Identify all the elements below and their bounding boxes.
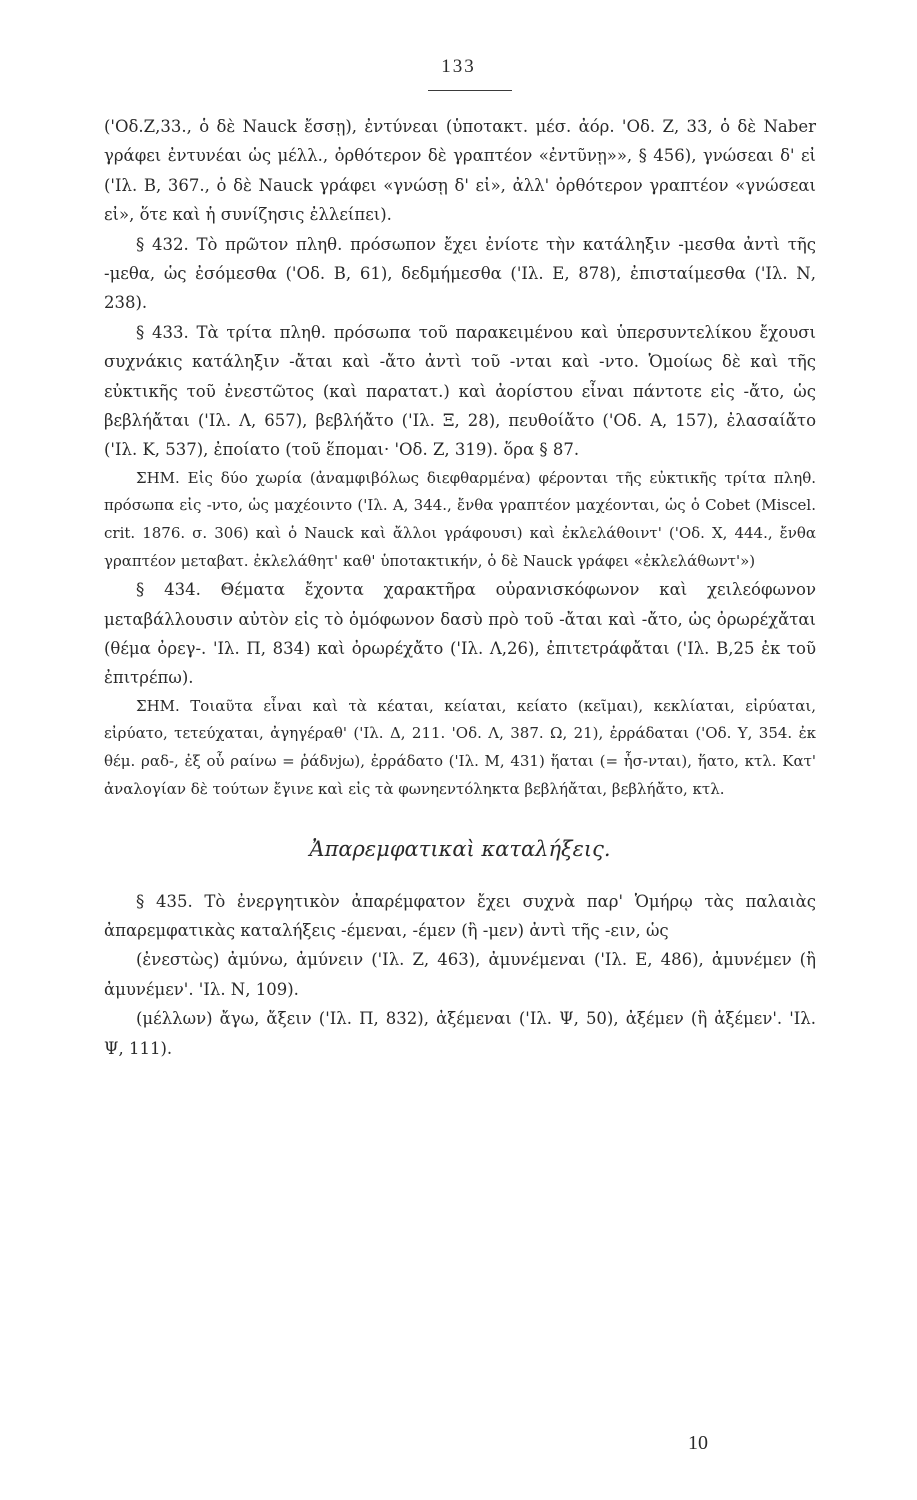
example-future: (μέλλων) ἄγω, ἄξειν ('Ιλ. Π, 832), ἀξέμεναι ('Ιλ. Ψ, 50), ἀξέμεν (ἢ ἀξέμεν'. 'Ιλ. Ψ, 111). (104, 1009, 816, 1058)
note-433: ΣΗΜ. Εἰς δύο χωρία (ἀναμφιβόλως διεφθαρμένα) φέρονται τῆς εὐκτικῆς τρίτα πληθ. πρόσωπα εἰς -ντο, ὡς μαχέοιντο ('Ιλ. Α, 344., ἔνθα γραπτέον μαχέονται, ὡς ὁ Cobet (Miscel. crit. 1876. σ. 306) καὶ ὁ Nauck καὶ ἄλλοι γράφουσι) καὶ ἐκλελάθοιντ' ('Οδ. Χ, 444., ἔνθα γραπτέον μεταβατ. ἐκλελάθητ' καθ' ὑποτακτικήν, ὁ δὲ Nauck γράφει «ἐκλελάθωντ'») (104, 468, 816, 570)
paragraph-434: § 434. Θέματα ἔχοντα χαρακτῆρα οὐρανισκόφωνον καὶ χειλεόφωνον μεταβάλλουσιν αὐτὸν εἰς τὸ ὁμόφωνον δασὺ πρὸ τοῦ -ἄται καὶ -ἄτο, ὡς ὀρωρέχἄται (θέμα ὀρεγ-. 'Ιλ. Π, 834) καὶ ὀρωρέχἄτο ('Ιλ. Λ,26), ἐπιτετράφἄται ('Ιλ. Β,25 ἐκ τοῦ ἐπιτρέπω). (104, 580, 816, 688)
page-number: 133 (441, 56, 476, 77)
paragraph-432: § 432. Τὸ πρῶτον πληθ. πρόσωπον ἔχει ἐνίοτε τὴν κατάληξιν -μεσθα ἀντὶ τῆς -μεθα, ὡς ἐσόμεσθα ('Οδ. Β, 61), δεδμήμεσθα ('Ιλ. Ε, 878), ἐπισταίμεσθα ('Ιλ. Ν, 238). (104, 234, 816, 313)
paragraph-432-intro: ('Οδ.Ζ,33., ὁ δὲ Nauck ἔσσῃ), ἐντύνεαι (ὑποτακτ. μέσ. ἀόρ. 'Οδ. Ζ, 33, ὁ δὲ Naber γράφει ἐντυνέαι ὡς μέλλ., ὀρθότερον δὲ γραπτέον «ἐντῦνῃ»», § 456), γνώσεαι δ' εἰ ('Ιλ. Β, 367., ὁ δὲ Nauck γράφει «γνώσῃ δ' εἰ», ἀλλ' ὀρθότερον γραπτέον «γνώσεαι εἰ», ὅτε καὶ ἡ συνίζησις ἐλλείπει). (104, 117, 816, 225)
note-434: ΣΗΜ. Τοιαῦτα εἶναι καὶ τὰ κέαται, κείαται, κείατο (κεῖμαι), κεκλίαται, εἰρύαται, εἰρύατο, τετεύχαται, ἀγηγέραθ' ('Ιλ. Δ, 211. 'Οδ. Λ, 387. Ω, 21), ἐρράδαται ('Οδ. Υ, 354. ἐκ θέμ. ραδ-, ἐξ οὗ ραίνω = ῥάδνjω), ἐρράδατο ('Ιλ. Μ, 431) ἥαται (= ἧσ-νται), ἥατο, κτλ. Κατ' ἀναλογίαν δὲ τούτων ἔγινε καὶ εἰς τὰ φωνηεντόληκτα βεβλήἄται, βεβλήἄτο, κτλ. (104, 696, 816, 798)
paragraph-435: § 435. Τὸ ἐνεργητικὸν ἀπαρέμφατον ἔχει συχνὰ παρ' Ὁμήρῳ τὰς παλαιὰς ἀπαρεμφατικὰς καταλήξεις -έμεναι, -έμεν (ἢ -μεν) ἀντὶ τῆς -ειν, ὡς (104, 891, 816, 941)
example-present: (ἐνεστὼς) ἀμύνω, ἀμύνειν ('Ιλ. Ζ, 463), ἀμυνέμεναι ('Ιλ. Ε, 486), ἀμυνέμεν (ἢ ἀμυνέμεν'. 'Ιλ. Ν, 109). (104, 950, 816, 999)
section-heading: Ἀπαρεμφατικαὶ καταλήξεις. (309, 837, 611, 862)
paragraph-433: § 433. Τὰ τρίτα πληθ. πρόσωπα τοῦ παρακειμένου καὶ ὑπερσυντελίκου ἔχουσι συχνάκις κατάληξιν -ἄται καὶ -ἄτο ἀντὶ τοῦ -νται καὶ -ντο. Ὁμοίως δὲ καὶ τῆς εὐκτικῆς τοῦ ἐνεστῶτος (καὶ παρατατ.) καὶ ἀορίστου εἶναι πάντοτε εἰς -ἄτο, ὡς βεβλήἄται ('Ιλ. Λ, 657), βεβλήἄτο ('Ιλ. Ξ, 28), πευθοίἄτο ('Οδ. Α, 157), ἐλασαίἄτο ('Ιλ. Κ, 537), ἐποίατο (τοῦ ἕπομαι· 'Οδ. Ζ, 319). ὅρα § 87. (104, 322, 816, 460)
main-text (104, 112, 816, 1063)
header-rule (428, 90, 512, 91)
signature-mark: 10 (688, 1432, 708, 1454)
